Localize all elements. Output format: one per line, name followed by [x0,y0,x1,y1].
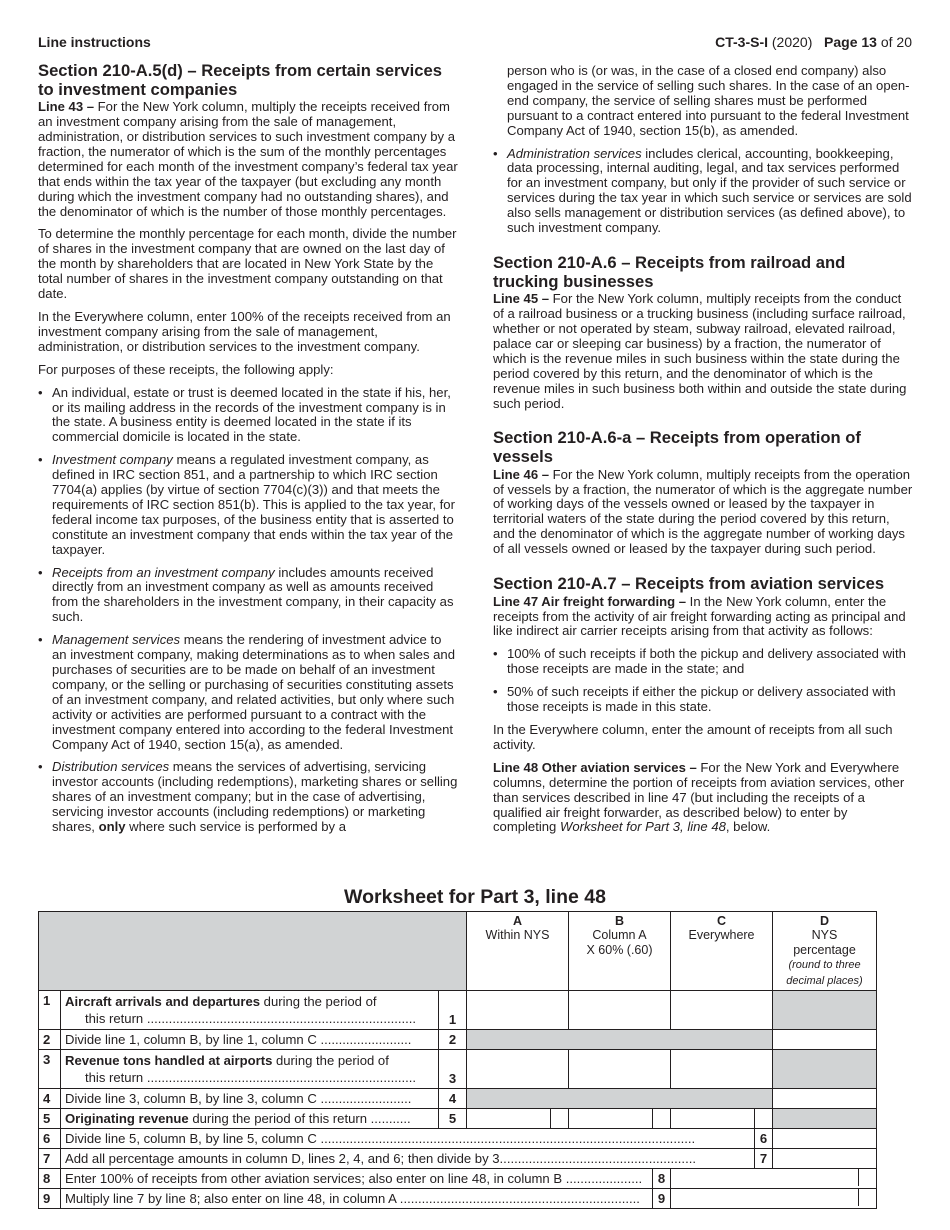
list-item: • Administration services includes clerical, accounting, bookkeeping, data processing, internal auditing, legal, and tax services performed for an investment company, but only if the provider of such service or services during the tax year in which such service or services are sold also sells management or distribution services (as defined above), to such investment company. [493,147,913,236]
line-1-col-a[interactable] [467,991,569,1030]
line-3-col-a[interactable] [467,1050,569,1089]
line-43-text: Line 43 – For the New York column, multiply the receipts received from an investment company arising from the sale of management, administration, or distribution services to such investment company by a fraction, the numerator of which is the sum of the monthly percentages determined for each month of the investment company’s federal tax year that ends within the tax year of the taxpayer (but excluding any month during which the investment company had no outstanding shares), and the denominator of which is the number of those monthly percentages. [38,99,458,219]
right-column [493,64,913,843]
line-5-col-a-cents[interactable] [551,1109,569,1129]
line-9-amount[interactable] [671,1189,877,1209]
list-item: • Management services means the rendering of investment advice to an investment company, making determinations as to when sales and purchases of securities are to be made on behalf of an investment company, or the selling or purchasing of securities constituting assets of an investment company, and related activities, but only where such activity or activities are performed pursuant to a contract with the investment company entered into according to the federal Investment Company Act of 1940, section 15(a), as amended. [38,633,458,752]
line-5-col-c[interactable] [671,1109,755,1129]
table-row: 7 Add all percentage amounts in column D, lines 2, 4, and 6; then divide by 3...................................................... 7 [39,1149,877,1169]
section-210-a5d-title: Section 210-A.5(d) – Receipts from certain services to investment companies [38,61,442,99]
definitions-list-continued [493,64,913,236]
line-3-col-b[interactable] [569,1050,671,1089]
column-d-header: D NYS percentage (round to three decimal places) [773,912,877,991]
line-6-col-d[interactable] [773,1129,877,1149]
everywhere-activity-text: In the Everywhere column, enter the amount of receipts from all such activity. [493,721,893,752]
table-row: 4 Divide line 3, column B, by line 3, column C ......................... 4 [39,1089,877,1109]
left-column [38,62,458,843]
line-47-text: Line 47 Air freight forwarding – In the New York column, enter the receipts from the activity of air freight forwarding acting as principal and like indirect air carrier receipts arising from that activity as follows: [493,593,906,639]
table-row: 9 Multiply line 7 by line 8; also enter on line 48, in column A .................................................................. 9 [39,1189,877,1209]
list-item: • Receipts from an investment company includes amounts received directly from an investment company as well as amounts received from the shareholders in the investment company, in their capacity as such. [38,566,458,626]
page-total: of 20 [880,34,912,50]
line-46-text: Line 46 – For the New York column, multiply receipts from the operation of vessels by a fraction, the numerator of which is the aggregate number of working days of the vessels owned or leased by the taxpayer in territorial waters of the state during the period covered by this return, and the denominator of which is the aggregate number of working days of all vessels owned or leased by the taxpayer during such period. [493,466,913,557]
table-row: 8 Enter 100% of receipts from other aviation services; also enter on line 48, in column B ..................... 8 [39,1169,877,1189]
line-5-col-c-cents[interactable] [755,1109,773,1129]
line-5-col-a[interactable] [467,1109,551,1129]
form-year: (2020) [771,34,813,50]
line-47-list [493,647,913,715]
list-item: • An individual, estate or trust is deemed located in the state if his, her, or its mailing address in the records of the investment company is in the state. A business entity is deemed located in the state if its commercial domicile is located in the state. [38,386,458,446]
column-c-header: C Everywhere [671,912,773,991]
line-2-col-d[interactable] [773,1030,877,1050]
worksheet-title: Worksheet for Part 3, line 48 [344,886,606,908]
list-item: • Investment company means a regulated investment company, as defined in IRC section 851, and a partnership to which IRC section 7704(a) applies (by virtue of section 7704(c)(3)) and that meets the requirements of IRC section 851(b). This is applied to the tax year, for federal income tax purposes, of the business entity that is asserted to constitute an investment company that ends within the tax year of the taxpayer. [38,453,458,557]
page-label: Page [824,34,858,50]
purposes-intro: For purposes of these receipts, the following apply: [38,361,334,377]
section-210-a7-title: Section 210-A.7 – Receipts from aviation services [493,574,885,594]
worksheet-table [38,911,877,1209]
line-7-col-d[interactable] [773,1149,877,1169]
column-b-header: B Column A X 60% (.60) [569,912,671,991]
definitions-list [38,386,458,835]
table-row: 6 Divide line 5, column B, by line 5, column C ....................................................................................................... 6 [39,1129,877,1149]
list-item: • Distribution services means the services of advertising, servicing investor accounts (including redemptions), marketing shares or selling shares of an investment company; but in the case of advertising, servicing investor accounts (including redemptions) or marketing shares, only where such service is performed by a [38,760,458,835]
page-number: 13 [861,34,877,50]
list-item: • 100% of such receipts if both the pickup and delivery associated with those receipts are made in the state; and [493,647,913,677]
line-3-col-c[interactable] [671,1050,773,1089]
list-item: • 50% of such receipts if either the pickup or delivery associated with those receipts is made in this state. [493,685,913,715]
line-4-col-d[interactable] [773,1089,877,1109]
table-row: 1 Aircraft arrivals and departures during the period of this return .......................................................................... 1 [39,991,877,1030]
line-5-col-b-cents[interactable] [653,1109,671,1129]
section-210-a6-title: Section 210-A.6 – Receipts from railroad and trucking businesses [493,252,846,291]
column-a-header: A Within NYS [467,912,569,991]
section-210-a6a-title: Section 210-A.6-a – Receipts from operation of vessels [493,428,861,466]
table-row: 5 Originating revenue during the period of this return ........... 5 [39,1109,877,1129]
line-1-col-c[interactable] [671,991,773,1030]
line-5-col-b[interactable] [569,1109,653,1129]
everywhere-column-text: In the Everywhere column, enter 100% of the receipts received from an investment company arising from the sale of management, administration, or distribution services to the investment company. [38,308,451,354]
table-row: 2 Divide line 1, column B, by line 1, column C ......................... 2 [39,1030,877,1050]
line-45-text: Line 45 – For the New York column, multiply receipts from the conduct of a railroad business or a trucking business (including surface railroad, whether or not operated by steam, subway railroad, elevated railroad, palace car or sleeping car business) by a fraction, the numerator of which is the revenue miles in such business within the state during the period covered by this return, and the denominator of which is the revenue miles in such business both within and outside the state during such period. [493,291,907,411]
line-8-amount[interactable] [671,1169,877,1189]
line-48-text: Line 48 Other aviation services – For the New York and Everywhere columns, determine the portion of receipts from aviation services, other than services described in line 47 (but including the receipts of a qualified air freight forwarder, as described below) to enter by completing Worksheet for Part 3, line 48, below. [493,759,905,835]
line-1-col-b[interactable] [569,991,671,1030]
form-number: CT-3-S-I [715,34,768,50]
table-row: 3 Revenue tons handled at airports during the period of this return .......................................................................... 3 [39,1050,877,1089]
monthly-percentage-text: To determine the monthly percentage for each month, divide the number of shares in the investment company that are owned on the last day of the month by shareholders that are located in New York State by the total number of shares in the investment company outstanding on that date. [38,226,457,302]
section-header: Line instructions [38,34,151,50]
page-header [715,34,912,50]
list-item: person who is (or was, in the case of a closed end company) also engaged in the service of selling such shares. In the case of an open-end company, the service of selling shares must be performed pursuant to a contract entered into pursuant to the federal Investment Company Act of 1940, section 15(b), as amended. [507,63,910,138]
